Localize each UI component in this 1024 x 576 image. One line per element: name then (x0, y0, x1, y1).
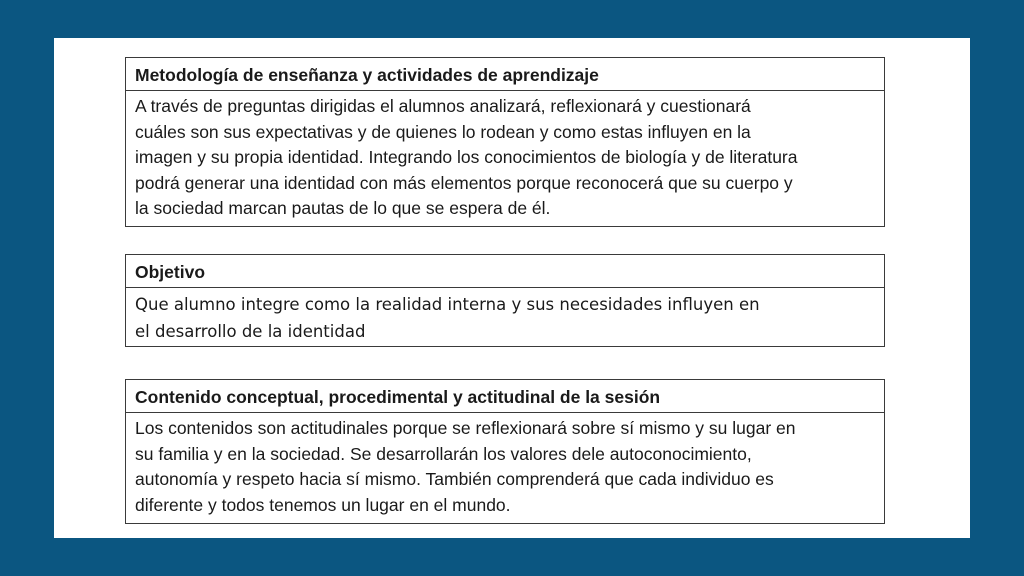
methodology-line: imagen y su propia identidad. Integrando los conocimientos de biología y de literatura (135, 147, 798, 167)
content-line: autonomía y respeto hacia sí mismo. También comprenderá que cada individuo es (135, 469, 774, 489)
methodology-section (125, 57, 885, 227)
document-page (54, 38, 970, 538)
methodology-line: A través de preguntas dirigidas el alumnos analizará, reflexionará y cuestionará (135, 96, 751, 116)
objective-line: el desarrollo de la identidad (135, 322, 366, 341)
content-heading: Contenido conceptual, procedimental y actitudinal de la sesión (126, 380, 884, 413)
content-section (125, 379, 885, 524)
content-text (126, 413, 884, 524)
objective-text (126, 288, 884, 346)
methodology-text (126, 91, 884, 226)
methodology-heading: Metodología de enseñanza y actividades de aprendizaje (126, 58, 884, 91)
objective-heading: Objetivo (126, 255, 884, 288)
content-line: diferente y todos tenemos un lugar en el mundo. (135, 494, 511, 515)
content-line: Los contenidos son actitudinales porque se reflexionará sobre sí mismo y su lugar en (135, 418, 796, 438)
objective-line: Que alumno integre como la realidad interna y sus necesidades influyen en (135, 295, 760, 314)
bottom-border (125, 523, 885, 524)
content-line: su familia y en la sociedad. Se desarrollarán los valores dele autoconocimiento, (135, 443, 752, 464)
methodology-line: cuáles son sus expectativas y de quienes lo rodean y como estas influyen en la (135, 121, 751, 142)
objective-section (125, 254, 885, 347)
methodology-line: la sociedad marcan pautas de lo que se espera de él. (135, 198, 551, 218)
methodology-line: podrá generar una identidad con más elementos porque reconocerá que su cuerpo y (135, 172, 793, 193)
